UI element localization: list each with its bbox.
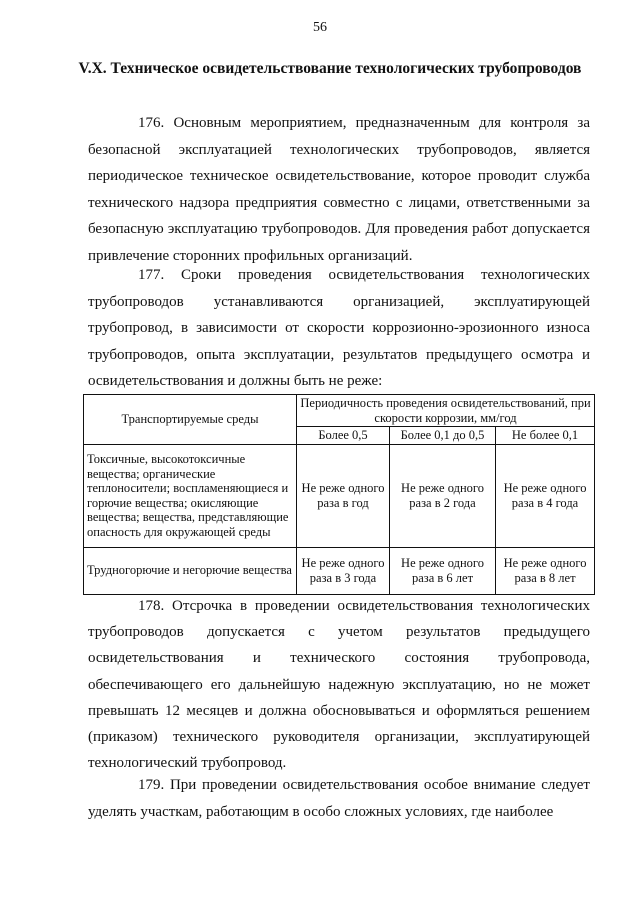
period-cell: Не реже одного раза в 6 лет (390, 547, 496, 594)
media-cell: Трудногорючие и негорючие вещества (84, 547, 297, 594)
subheader-cell: Более 0,5 (297, 427, 390, 445)
period-cell: Не реже одного раза в 2 года (390, 444, 496, 547)
page-number: 56 (313, 20, 327, 35)
period-cell: Не реже одного раза в 3 года (297, 547, 390, 594)
paragraph-176: 176. Основным мероприятием, предназначенным для контроля за безопасной эксплуатацией технологических трубопроводов, является периодическое техническое освидетельствование, которое проводит служба технического надзора предприятия совместно с лицами, ответственными за безопасную эксплуатацию трубопроводов. Для проведения работ допускается привлечение сторонних профильных организаций. (88, 115, 590, 264)
period-cell: Не реже одного раза в 4 года (496, 444, 595, 547)
header-period: Периодичность проведения освидетельствований, при скорости коррозии, мм/год (297, 395, 595, 427)
table-header-row (84, 395, 595, 427)
subheader-cell: Не более 0,1 (496, 427, 595, 445)
section-title: V.X. Техническое освидетельствование технологических трубопроводов (78, 60, 582, 77)
paragraph-178: 178. Отсрочка в проведении освидетельствования технологических трубопроводов допускается с учетом результатов предыдущего освидетельствования и технического состояния трубопровода, обеспечивающего его дальнейшую надежную эксплуатацию, но не может превышать 12 месяцев и должна обосновываться и оформляться решением (приказом) технического руководителя организации, эксплуатирующей технологический трубопровод. (88, 598, 590, 772)
media-cell: Токсичные, высокотоксичные вещества; органические теплоносители; воспламеняющиеся и горючие вещества; окисляющие вещества; вещества, представляющие опасность для окружающей среды (84, 444, 297, 547)
table-row (84, 444, 595, 547)
paragraph-177: 177. Сроки проведения освидетельствования технологических трубопроводов устанавливаются организацией, эксплуатирующей трубопровод, в зависимости от скорости коррозионно-эрозионного износа трубопроводов, опыта эксплуатации, результатов предыдущего осмотра и освидетельствования и должны быть не реже: (88, 267, 590, 389)
period-cell: Не реже одного раза в год (297, 444, 390, 547)
subheader-cell: Более 0,1 до 0,5 (390, 427, 496, 445)
paragraph-179: 179. При проведении освидетельствования особое внимание следует уделять участкам, работающим в особо сложных условиях, где наиболее (88, 777, 590, 820)
period-cell: Не реже одного раза в 8 лет (496, 547, 595, 594)
header-media: Транспортируемые среды (84, 395, 297, 445)
table-row (84, 547, 595, 594)
inspection-period-table (83, 394, 595, 595)
